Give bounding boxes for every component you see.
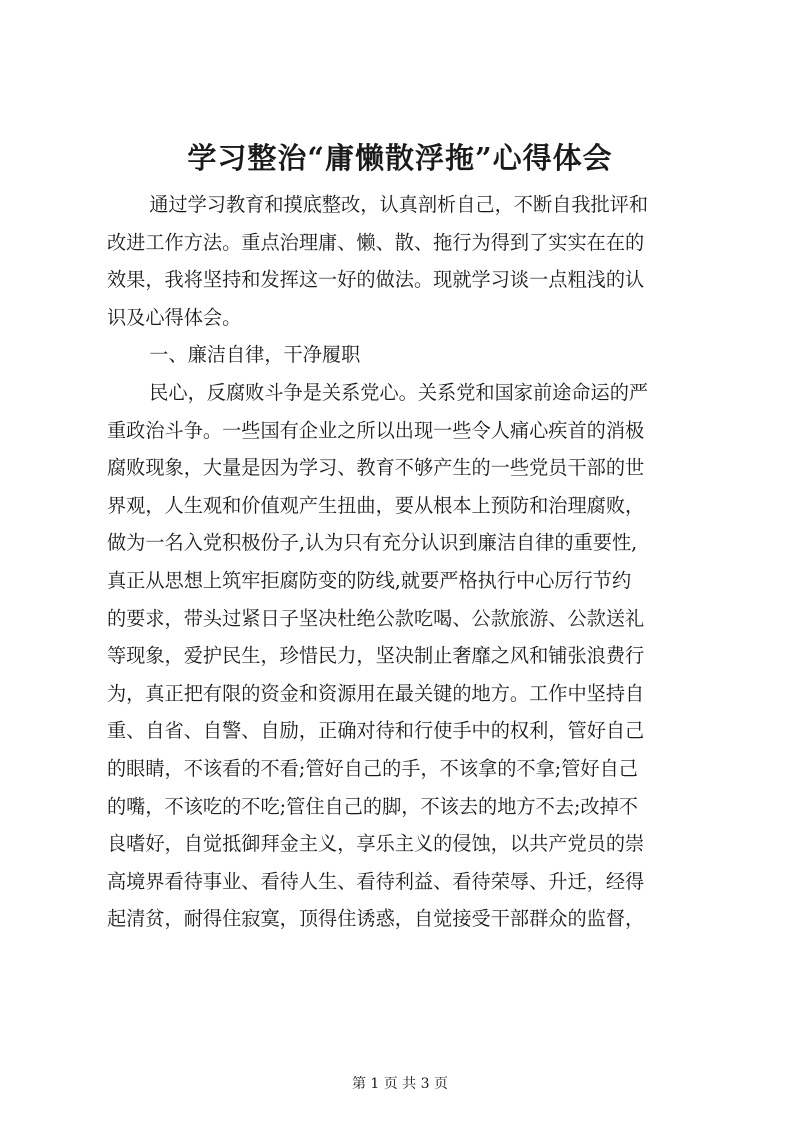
text-line: 的眼睛，不该看的不看;管好自己的手，不该拿的不拿;管好自己 [107, 756, 638, 780]
section-heading [107, 336, 703, 374]
document-body [107, 186, 703, 938]
text-line: 等现象，爱护民生，珍惜民力，坚决制止奢靡之风和铺张浪费行 [107, 644, 645, 668]
page-number: 第 1 页 共 3 页 [351, 1076, 449, 1092]
document-title: 学习整治“庸懒散浮拖”心得体会 [187, 141, 613, 175]
text-line: 起清贫，耐得住寂寞，顶得住诱惑，自觉接受干部群众的监督， [107, 907, 645, 931]
text-line: 真正从思想上筑牢拒腐防变的防线,就要严格执行中心厉行节约 [107, 568, 632, 592]
text-line: 良嗜好，自觉抵御拜金主义，享乐主义的侵蚀，以共产党员的崇 [107, 832, 645, 856]
text-line: 一、廉洁自律，干净履职 [149, 343, 361, 367]
text-line: 为，真正把有限的资金和资源用在最关键的地方。工作中坚持自 [107, 681, 645, 705]
text-line: 的要求，带头过紧日子坚决杜绝公款吃喝、公款旅游、公款送礼 [107, 606, 645, 630]
text-line: 腐败现象，大量是因为学习、教育不够产生的一些党员干部的世 [107, 456, 645, 480]
paragraph-intro [107, 186, 703, 224]
paragraph-integrity [107, 374, 703, 412]
text-line: 通过学习教育和摸底整改，认真剖析自己，不断自我批评和 [149, 193, 649, 216]
text-line: 界观，人生观和价值观产生扭曲，要从根本上预防和治理腐败， [107, 493, 645, 517]
text-line: 的嘴，不该吃的不吃;管住自己的脚，不该去的地方不去;改掉不 [107, 794, 638, 818]
text-line: 改进工作方法。重点治理庸、懒、散、拖行为得到了实实在在的 [107, 230, 645, 254]
text-line: 做为一名入党积极份子,认为只有充分认识到廉洁自律的重要性, [107, 531, 638, 555]
text-line: 效果，我将坚持和发挥这一好的做法。现就学习谈一点粗浅的认 [107, 268, 645, 292]
text-line: 高境界看待事业、看待人生、看待利益、看待荣辱、升迁，经得 [107, 869, 645, 893]
text-line: 识及心得体会。 [107, 305, 242, 329]
text-line: 重政治斗争。一些国有企业之所以出现一些令人痛心疾首的消极 [107, 418, 645, 442]
text-line: 重、自省、自警、自励，正确对待和行使手中的权利，管好自己 [107, 719, 645, 743]
text-line: 民心，反腐败斗争是关系党心。关系党和国家前途命运的严 [149, 380, 649, 404]
